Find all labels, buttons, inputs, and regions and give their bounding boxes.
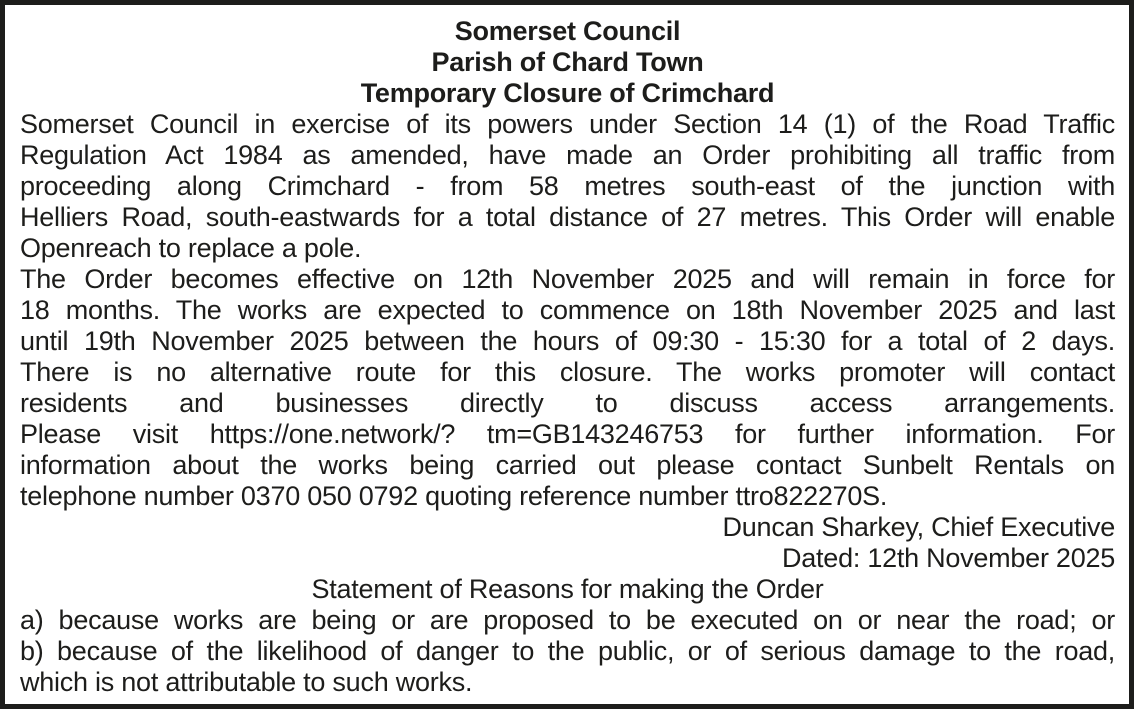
- text-line: until 19th November 2025 between the hours of 09:30 - 15:30 for a total of 2 days.: [20, 326, 1115, 356]
- text-line: Helliers Road, south-eastwards for a total distance of 27 metres. This Order will enable: [20, 202, 1115, 232]
- text-line: Openreach to replace a pole.: [20, 233, 362, 263]
- notice-heading: [20, 16, 1115, 109]
- order-description-paragraph: [20, 109, 1115, 264]
- reason-b-line: b) because of the likelihood of danger to the public, or of serious damage to the road,: [20, 636, 1115, 666]
- order-schedule-paragraph: [20, 264, 1115, 512]
- reason-a-line: a) because works are being or are proposed to be executed on or near the road; or: [20, 605, 1115, 635]
- text-line: proceeding along Crimchard - from 58 metres south-east of the junction with: [20, 171, 1115, 201]
- text-line: There is no alternative route for this closure. The works promoter will contact: [20, 357, 1115, 387]
- reason-b-continuation: which is not attributable to such works.: [20, 667, 473, 697]
- text-line: information about the works being carried out please contact Sunbelt Rentals on: [20, 450, 1115, 480]
- statement-of-reasons-heading: Statement of Reasons for making the Order: [311, 574, 824, 604]
- signoff-block: [20, 512, 1115, 574]
- text-line: residents and businesses directly to discuss access arrangements.: [20, 388, 1115, 418]
- notice-authority: Somerset Council: [454, 16, 681, 46]
- statement-of-reasons-paragraph: [20, 605, 1115, 698]
- dated-line: Dated: 12th November 2025: [782, 543, 1115, 573]
- notice-parish: Parish of Chard Town: [431, 47, 704, 77]
- contact-line: telephone number 0370 050 0792 quoting reference number ttro822270S.: [20, 481, 888, 511]
- notice-title: Temporary Closure of Crimchard: [360, 78, 775, 108]
- text-line: The Order becomes effective on 12th November 2025 and will remain in force for: [20, 264, 1115, 294]
- text-line: Somerset Council in exercise of its powers under Section 14 (1) of the Road Traffic: [20, 109, 1115, 139]
- signatory-line: Duncan Sharkey, Chief Executive: [722, 512, 1115, 542]
- text-line: 18 months. The works are expected to commence on 18th November 2025 and last: [20, 295, 1115, 325]
- url-line: Please visit https://one.network/? tm=GB143246753 for further information. For: [20, 419, 1115, 449]
- text-line: Regulation Act 1984 as amended, have made an Order prohibiting all traffic from: [20, 140, 1115, 170]
